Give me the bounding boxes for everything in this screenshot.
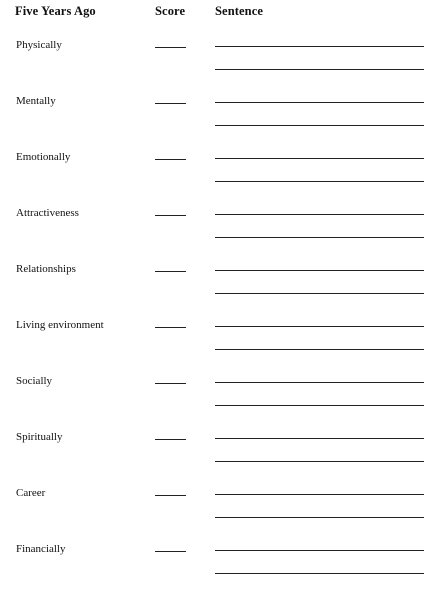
- sentence-blank-line[interactable]: [215, 69, 424, 70]
- worksheet-row-spiritually: [0, 431, 442, 487]
- sentence-blank-line[interactable]: [215, 461, 424, 462]
- row-label: Living environment: [16, 319, 104, 331]
- sentence-blank-line[interactable]: [215, 326, 424, 327]
- score-blank[interactable]: [155, 47, 186, 48]
- row-label: Socially: [16, 375, 53, 387]
- row-label: Career: [16, 487, 46, 499]
- row-label: Relationships: [16, 263, 76, 275]
- sentence-blank-line[interactable]: [215, 181, 424, 182]
- sentence-blank-line[interactable]: [215, 550, 424, 551]
- score-blank[interactable]: [155, 551, 186, 552]
- sentence-blank-line[interactable]: [215, 102, 424, 103]
- score-blank[interactable]: [155, 495, 186, 496]
- row-label: Financially: [16, 543, 66, 555]
- row-label: Physically: [16, 39, 62, 51]
- worksheet-row-emotionally: [0, 151, 442, 207]
- score-blank[interactable]: [155, 103, 186, 104]
- score-blank[interactable]: [155, 327, 186, 328]
- worksheet-row-attractiveness: [0, 207, 442, 263]
- worksheet-row-financially: [0, 543, 442, 599]
- sentence-blank-line[interactable]: [215, 214, 424, 215]
- sentence-blank-line[interactable]: [215, 494, 424, 495]
- score-blank[interactable]: [155, 439, 186, 440]
- score-blank[interactable]: [155, 159, 186, 160]
- score-blank[interactable]: [155, 215, 186, 216]
- row-label: Mentally: [16, 95, 56, 107]
- sentence-blank-line[interactable]: [215, 293, 424, 294]
- row-label: Spiritually: [16, 431, 63, 443]
- worksheet-row-socially: [0, 375, 442, 431]
- row-label: Emotionally: [16, 151, 71, 163]
- sentence-blank-line[interactable]: [215, 573, 424, 574]
- worksheet-row-physically: [0, 39, 442, 95]
- sentence-blank-line[interactable]: [215, 270, 424, 271]
- row-label: Attractiveness: [16, 207, 79, 219]
- score-blank[interactable]: [155, 271, 186, 272]
- sentence-blank-line[interactable]: [215, 46, 424, 47]
- worksheet-row-career: [0, 487, 442, 543]
- category-column-header: Five Years Ago: [15, 4, 96, 18]
- sentence-blank-line[interactable]: [215, 237, 424, 238]
- score-column-header: Score: [155, 4, 186, 18]
- sentence-blank-line[interactable]: [215, 438, 424, 439]
- worksheet-row-mentally: [0, 95, 442, 151]
- sentence-blank-line[interactable]: [215, 382, 424, 383]
- sentence-blank-line[interactable]: [215, 349, 424, 350]
- sentence-blank-line[interactable]: [215, 405, 424, 406]
- sentence-blank-line[interactable]: [215, 517, 424, 518]
- score-blank[interactable]: [155, 383, 186, 384]
- sentence-blank-line[interactable]: [215, 158, 424, 159]
- worksheet-row-living-environment: [0, 319, 442, 375]
- sentence-blank-line[interactable]: [215, 125, 424, 126]
- sentence-column-header: Sentence: [215, 4, 264, 18]
- worksheet-row-relationships: [0, 263, 442, 319]
